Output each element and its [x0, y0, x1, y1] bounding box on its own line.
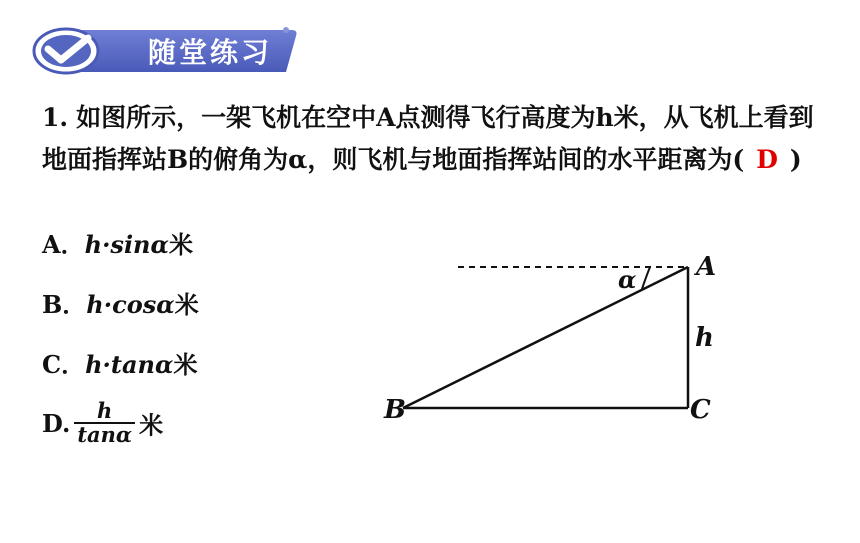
option-expression: h·cosα [86, 290, 175, 319]
label-b: B [384, 395, 406, 425]
triangle-figure [370, 245, 730, 435]
option-fraction [74, 400, 135, 446]
fraction-numerator: h [97, 398, 113, 423]
option-expression: h·tanα [85, 350, 174, 379]
option-unit: 米 [174, 290, 199, 319]
side-ab [403, 267, 688, 408]
option-unit: 米 [139, 410, 164, 440]
label-c: C [690, 395, 711, 425]
question-number: 1. [42, 103, 69, 132]
question-stem: 如图所示，一架飞机在空中A点测得飞行高度为h米，从飞机上看到地面指挥站B的俯角为α，则飞机与地面指挥站间的水平距离为( [42, 103, 814, 174]
option-letter: A． [42, 230, 85, 259]
option-c[interactable] [42, 345, 197, 380]
option-letter: D. [42, 408, 71, 438]
label-h: h [695, 323, 714, 353]
check-icon [30, 22, 110, 78]
question-text [42, 97, 822, 181]
option-letter: C． [42, 350, 86, 379]
section-title: 随堂练习 [148, 36, 273, 69]
option-a[interactable] [42, 225, 193, 260]
question-close-paren: ) [789, 145, 802, 174]
label-a: A [696, 252, 717, 282]
option-unit: 米 [173, 350, 198, 379]
label-alpha: α [618, 265, 637, 294]
fraction-denominator: tanα [74, 422, 135, 446]
option-b[interactable] [42, 285, 199, 320]
answer-mark: D [756, 145, 778, 174]
option-letter: B． [42, 290, 87, 319]
section-banner [30, 22, 300, 78]
option-d[interactable] [42, 400, 163, 446]
triangle-diagram [370, 245, 730, 439]
option-unit: 米 [168, 230, 193, 259]
option-expression: h·sinα [84, 230, 169, 259]
